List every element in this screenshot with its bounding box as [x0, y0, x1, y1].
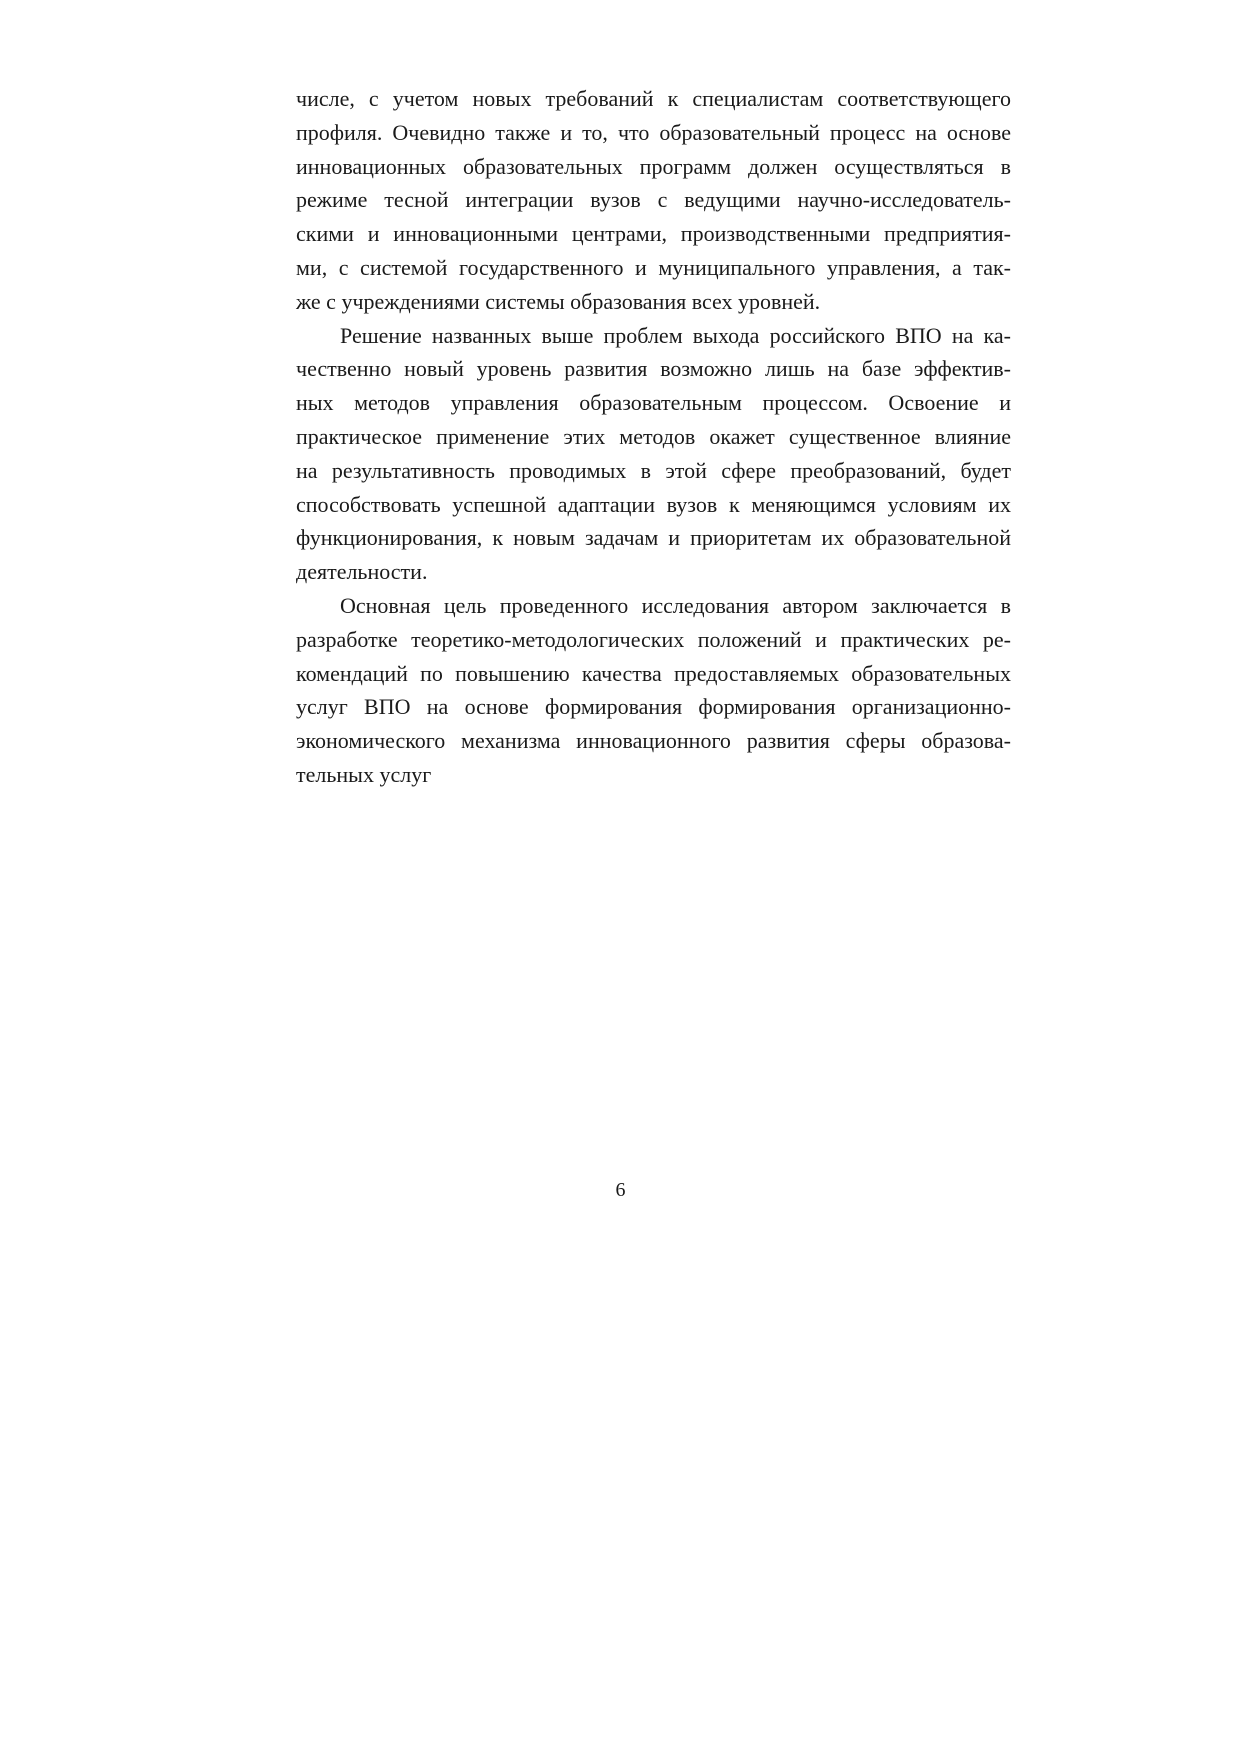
- text-line: режиме тесной интеграции вузов с ведущими научно-исследователь-: [296, 187, 1011, 213]
- text-line: скими и инновационными центрами, производственными предприятия-: [296, 221, 1011, 247]
- text-line: числе, с учетом новых требований к специалистам соответствующего: [296, 86, 1011, 111]
- text-line: Решение названных выше проблем выхода российского ВПО на ка-: [340, 322, 1011, 348]
- body-text: [296, 82, 1011, 792]
- paragraph-2: [296, 319, 1011, 589]
- text-line: способствовать успешной адаптации вузов к меняющимся условиям их: [296, 491, 1011, 517]
- text-line: Основная цель проведенного исследования автором заключается в: [340, 592, 1011, 618]
- paragraph-1: [296, 82, 1011, 319]
- text-line: профиля. Очевидно также и то, что образовательный процесс на основе: [296, 119, 1011, 145]
- text-line: ми, с системой государственного и муниципального управления, а так-: [296, 254, 1011, 280]
- text-line: деятельности.: [296, 559, 428, 585]
- text-line: же с учреждениями системы образования всех уровней.: [296, 288, 821, 314]
- text-line: ных методов управления образовательным процессом. Освоение и: [296, 390, 1011, 416]
- text-line: комендаций по повышению качества предоставляемых образовательных: [296, 660, 1011, 686]
- paragraph-3: [296, 589, 1011, 792]
- text-line: тельных услуг: [296, 761, 432, 787]
- text-line: функционирования, к новым задачам и приоритетам их образовательной: [296, 525, 1011, 551]
- text-line: разработке теоретико-методологических положений и практических ре-: [296, 626, 1011, 652]
- text-line: на результативность проводимых в этой сфере преобразований, будет: [296, 457, 1011, 483]
- text-line: чественно новый уровень развития возможно лишь на базе эффектив-: [296, 356, 1011, 382]
- page-number: 6: [615, 1179, 626, 1201]
- text-line: инновационных образовательных программ должен осуществляться в: [296, 153, 1011, 179]
- text-line: услуг ВПО на основе формирования формирования организационно-: [296, 694, 1011, 720]
- text-line: практическое применение этих методов окажет существенное влияние: [296, 423, 1011, 449]
- text-line: экономического механизма инновационного развития сферы образова-: [296, 728, 1011, 754]
